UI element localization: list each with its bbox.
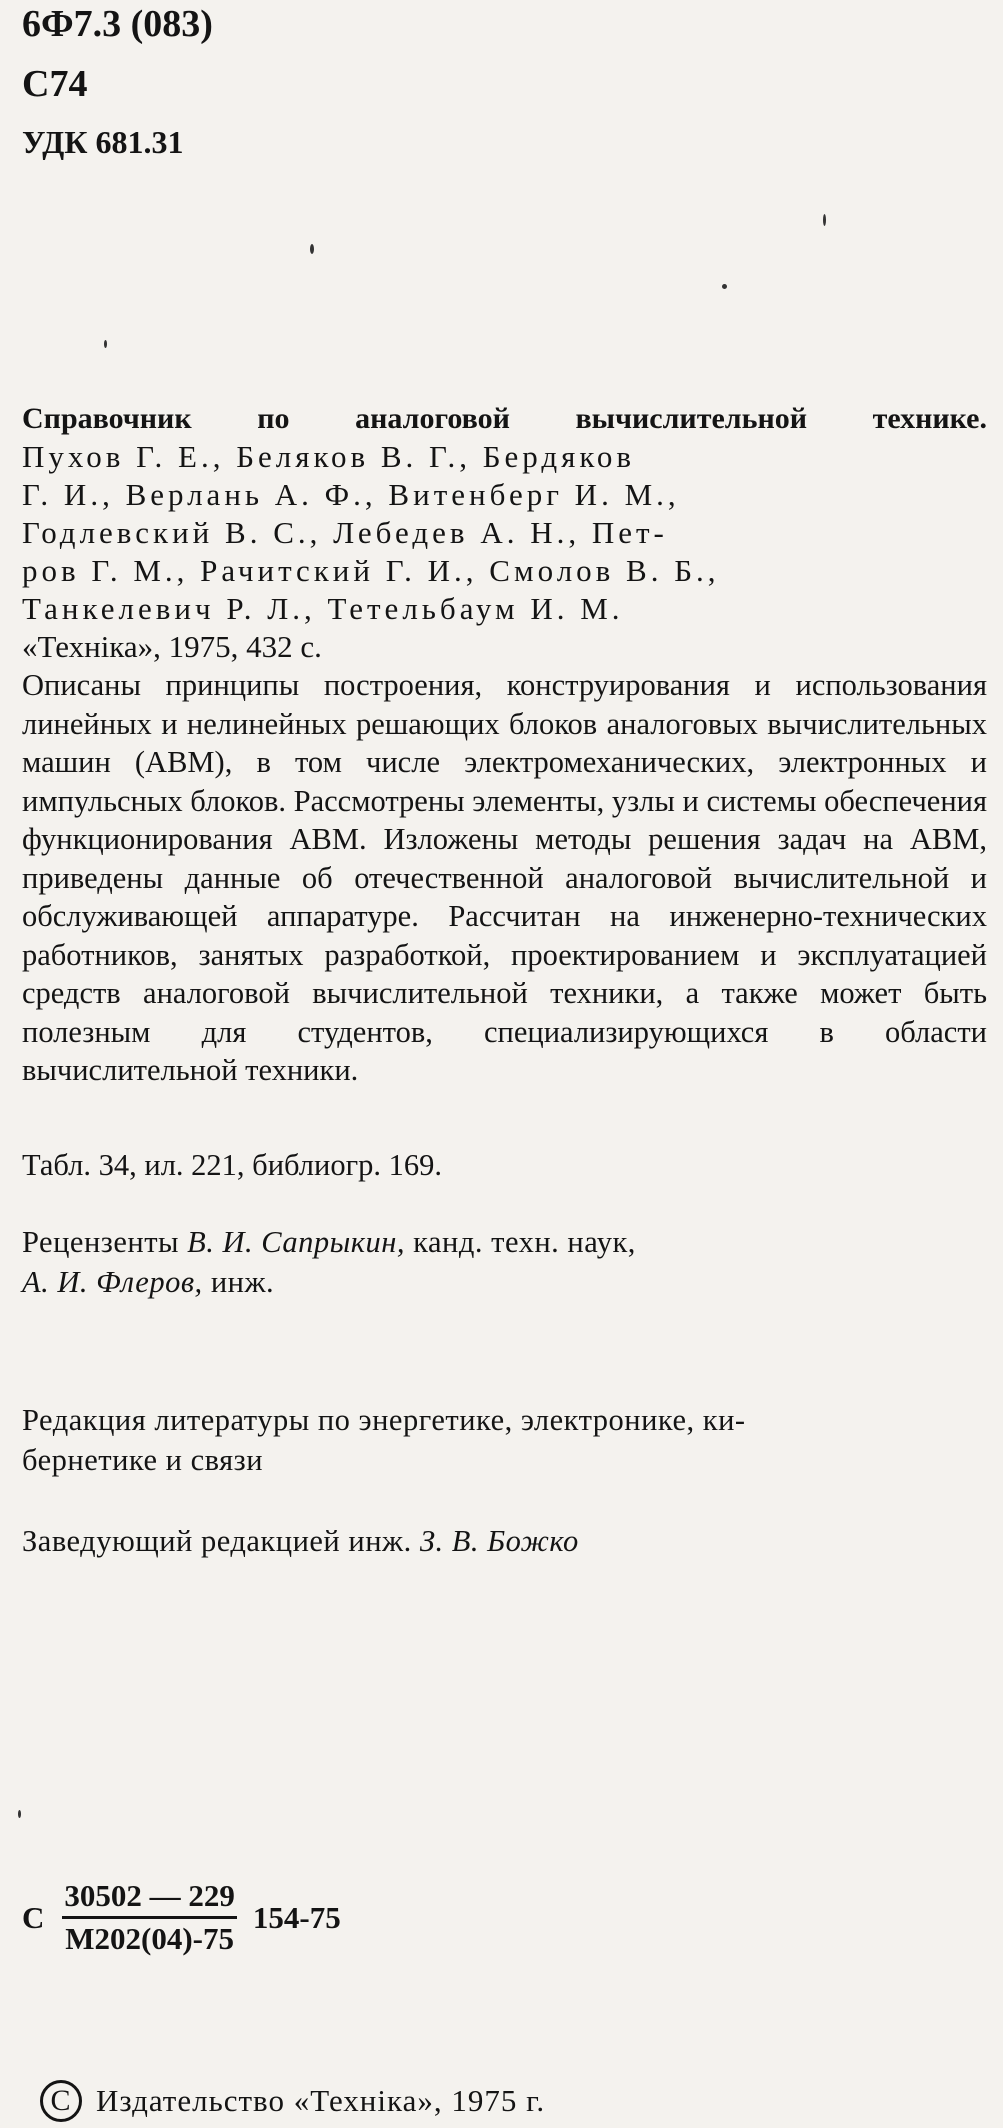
- copyright-icon: С: [40, 2080, 82, 2122]
- print-speck: [722, 284, 727, 289]
- index-fraction: [62, 1878, 237, 1957]
- book-title: Справочник по аналоговой вычислительной технике.: [22, 402, 987, 435]
- publication-info: «Техніка», 1975, 432 с.: [22, 629, 322, 664]
- reviewers-block: [22, 1222, 987, 1302]
- authors-line-4: ров Г. М., Рачитский Г. И., Смолов В. Б.,: [22, 553, 720, 588]
- authors-line-2: Г. И., Верлань А. Ф., Витенберг И. М.,: [22, 477, 680, 512]
- editorial-line-2: бернетике и связи: [22, 1443, 264, 1477]
- print-speck: [310, 244, 314, 254]
- index-suffix: 154-75: [252, 1899, 341, 1935]
- head-editor-name: З. В. Божко: [419, 1524, 579, 1558]
- udc-code: УДК 681.31: [22, 124, 184, 160]
- index-denominator: М202(04)-75: [65, 1921, 234, 1956]
- copyright-text: Издательство «Техніка», 1975 г.: [96, 2083, 546, 2118]
- index-numerator: 30502 — 229: [62, 1878, 237, 1919]
- index-letter: С: [22, 1899, 45, 1935]
- reviewer-1-name: В. И. Сапрыкин,: [187, 1225, 406, 1259]
- publication-index-code: [22, 1878, 341, 1957]
- reviewers-label: Рецензенты: [22, 1225, 180, 1259]
- reviewer-2-title: инж.: [210, 1265, 275, 1299]
- authors-line-1: Пухов Г. Е., Беляков В. Г., Бердяков: [22, 439, 636, 474]
- print-speck: [18, 1810, 21, 1818]
- illustrations-count: Табл. 34, ил. 221, библиогр. 169.: [22, 1148, 442, 1182]
- bibliographic-record: [22, 400, 987, 666]
- abstract-paragraph: Описаны принципы построения, конструирования и использования линейных и нелинейных решающих блоков аналоговых вычислительных машин (АВМ), в том числе электромеханических, электронных и импульсных блоков. Рассмотрены элементы, узлы и системы обеспечения функционирования АВМ. Изложены методы решения задач на АВМ, приведены данные об отечественной аналоговой вычислительной и обслуживающей аппаратуре. Рассчитан на инженерно-технических работников, занятых разработкой, проектированием и эксплуатацией средств аналоговой вычислительной техники, а также может быть полезным для студентов, специализирующихся в области вычислительной техники.: [22, 668, 987, 1087]
- editorial-office: [22, 1400, 987, 1480]
- print-speck: [104, 340, 107, 348]
- bbk-code: 6Ф7.3 (083): [22, 3, 213, 45]
- author-mark: С74: [22, 63, 88, 105]
- reviewer-2-name: А. И. Флеров,: [22, 1265, 203, 1299]
- authors-line-3: Годлевский В. С., Лебедев А. Н., Пет-: [22, 515, 668, 550]
- head-editor-line: [22, 1524, 987, 1559]
- head-editor-prefix: Заведующий редакцией инж.: [22, 1524, 412, 1558]
- editorial-line-1: Редакция литературы по энергетике, электронике, ки-: [22, 1403, 746, 1437]
- authors-line-5: Танкелевич Р. Л., Тетельбаум И. М.: [22, 591, 624, 626]
- print-speck: [823, 214, 826, 226]
- reviewer-1-title: канд. техн. наук,: [413, 1225, 636, 1259]
- copyright-line: [40, 2080, 545, 2122]
